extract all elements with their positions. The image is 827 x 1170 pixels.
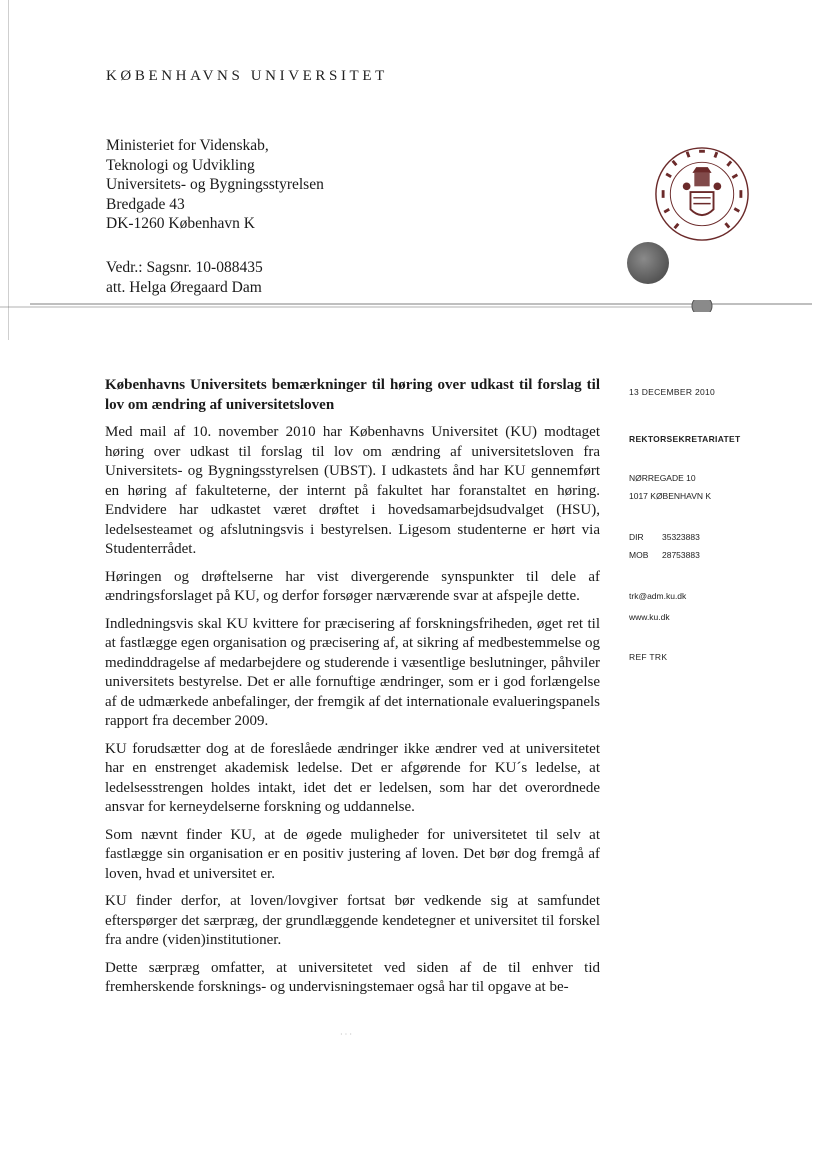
letter-date: 13 DECEMBER 2010: [629, 387, 716, 397]
direct-phone: [629, 531, 700, 544]
mobile-phone: [629, 549, 700, 562]
recipient-line: Ministeriet for Videnskab,: [106, 137, 269, 154]
body-paragraph: Høringen og drøftelserne har vist divergerende synspunkter til dele af ændringsforslaget på KU, og derfor forsøger nærværende svar at afspejle dette.: [105, 568, 600, 604]
recipient-line: DK-1260 København K: [106, 215, 255, 232]
attention-line: att. Helga Øregaard Dam: [106, 278, 262, 296]
university-seal-icon: [654, 146, 750, 242]
email-address: trk@adm.ku.dk: [629, 591, 687, 601]
recipient-line: Teknologi og Udvikling: [106, 156, 255, 174]
reference-block: [106, 258, 263, 297]
scan-speck: · · ·: [340, 1030, 352, 1039]
letter-heading: Københavns Universitets bemærkninger til høring over udkast til forslag til lov om ændring af universitetsloven: [105, 377, 600, 413]
university-name: KØBENHAVNS UNIVERSITET: [106, 68, 388, 84]
scan-edge-line: [8, 0, 9, 340]
direct-phone-label: DIR: [629, 532, 644, 542]
street-address: NØRREGADE 10: [629, 473, 696, 483]
reference-initials: REF TRK: [629, 652, 668, 662]
recipient-line: Universitets- og Bygningsstyrelsen: [106, 176, 324, 193]
body-paragraph: Med mail af 10. november 2010 har Københavns Universitet (KU) modtaget høring over udkast til forslag til lov om ændring af universitetsloven fra Universitets- og Bygningsstyrelsen (UBST). I udkastets ånd har KU gennemført en høring af fakulteterne, der internt på fakultet har foranstaltet en høring. Endvidere har udkastet været drøftet i hovedsamarbejdsudvalget (HSU), ledelsesteamet og afslutningsvis i bestyrelsen. Ligesom studenterne er hørt via Studenterrådet.: [105, 424, 600, 557]
city-address: 1017 KØBENHAVN K: [629, 491, 712, 501]
recipient-line: Bredgade 43: [106, 195, 185, 213]
body-paragraph: KU finder derfor, at loven/lovgiver fortsat bør vedkende sig at samfundet efterspørger det særpræg, der grundlæggende kendetegner et universitet til forskel fra andre (viden)institutioner.: [105, 893, 600, 948]
recipient-address: [106, 136, 324, 234]
body-paragraph: Dette særpræg omfatter, at universitetet ved siden af de til enhver tid fremherskende forsknings- og undervisningstemaer også har til opgave at be-: [105, 959, 600, 995]
body-paragraph: Indledningsvis skal KU kvittere for præcisering af forskningsfriheden, øget ret til at fastlægge egen organisation og præcisering af, at sikring af medbestemmelse og medinddragelse af medarbejdere og studerende i væsentlige beslutninger, påhviler universitets bestyrelse. Det er alle fornuftige ændringer, som er i god forlængelse af de udmærkede anbefalinger, der fremgik af det internationale evalueringspanels rapport fra december 2009.: [105, 615, 600, 729]
department-name: REKTORSEKRETARIATET: [629, 434, 741, 444]
decorative-circle-large: [627, 242, 669, 284]
direct-phone-value: 35323883: [662, 532, 700, 542]
body-paragraph: KU forudsætter dog at de foreslåede ændringer ikke ændrer ved at universitetet har en enstrenget akademisk ledelse. Det er afgørende for KU´s ledelse, at ledelsesstrengen holdes intakt, idet det er ledelsen, som har det overordnede ansvar for kerneydelserne forskning og uddannelse.: [105, 740, 600, 815]
case-number: Vedr.: Sagsnr. 10-088435: [106, 259, 263, 276]
header-divider: [0, 300, 812, 312]
body-paragraph: Som nævnt finder KU, at de øgede muligheder for universitetet til selv at fastlægge sin organisation er en positiv justering af loven. Det bør dog fremgå af loven, hvad et universitet er.: [105, 826, 600, 882]
mobile-phone-value: 28753883: [662, 550, 700, 560]
letter-body: [105, 376, 600, 1006]
mobile-phone-label: MOB: [629, 550, 649, 560]
website: www.ku.dk: [629, 612, 670, 622]
